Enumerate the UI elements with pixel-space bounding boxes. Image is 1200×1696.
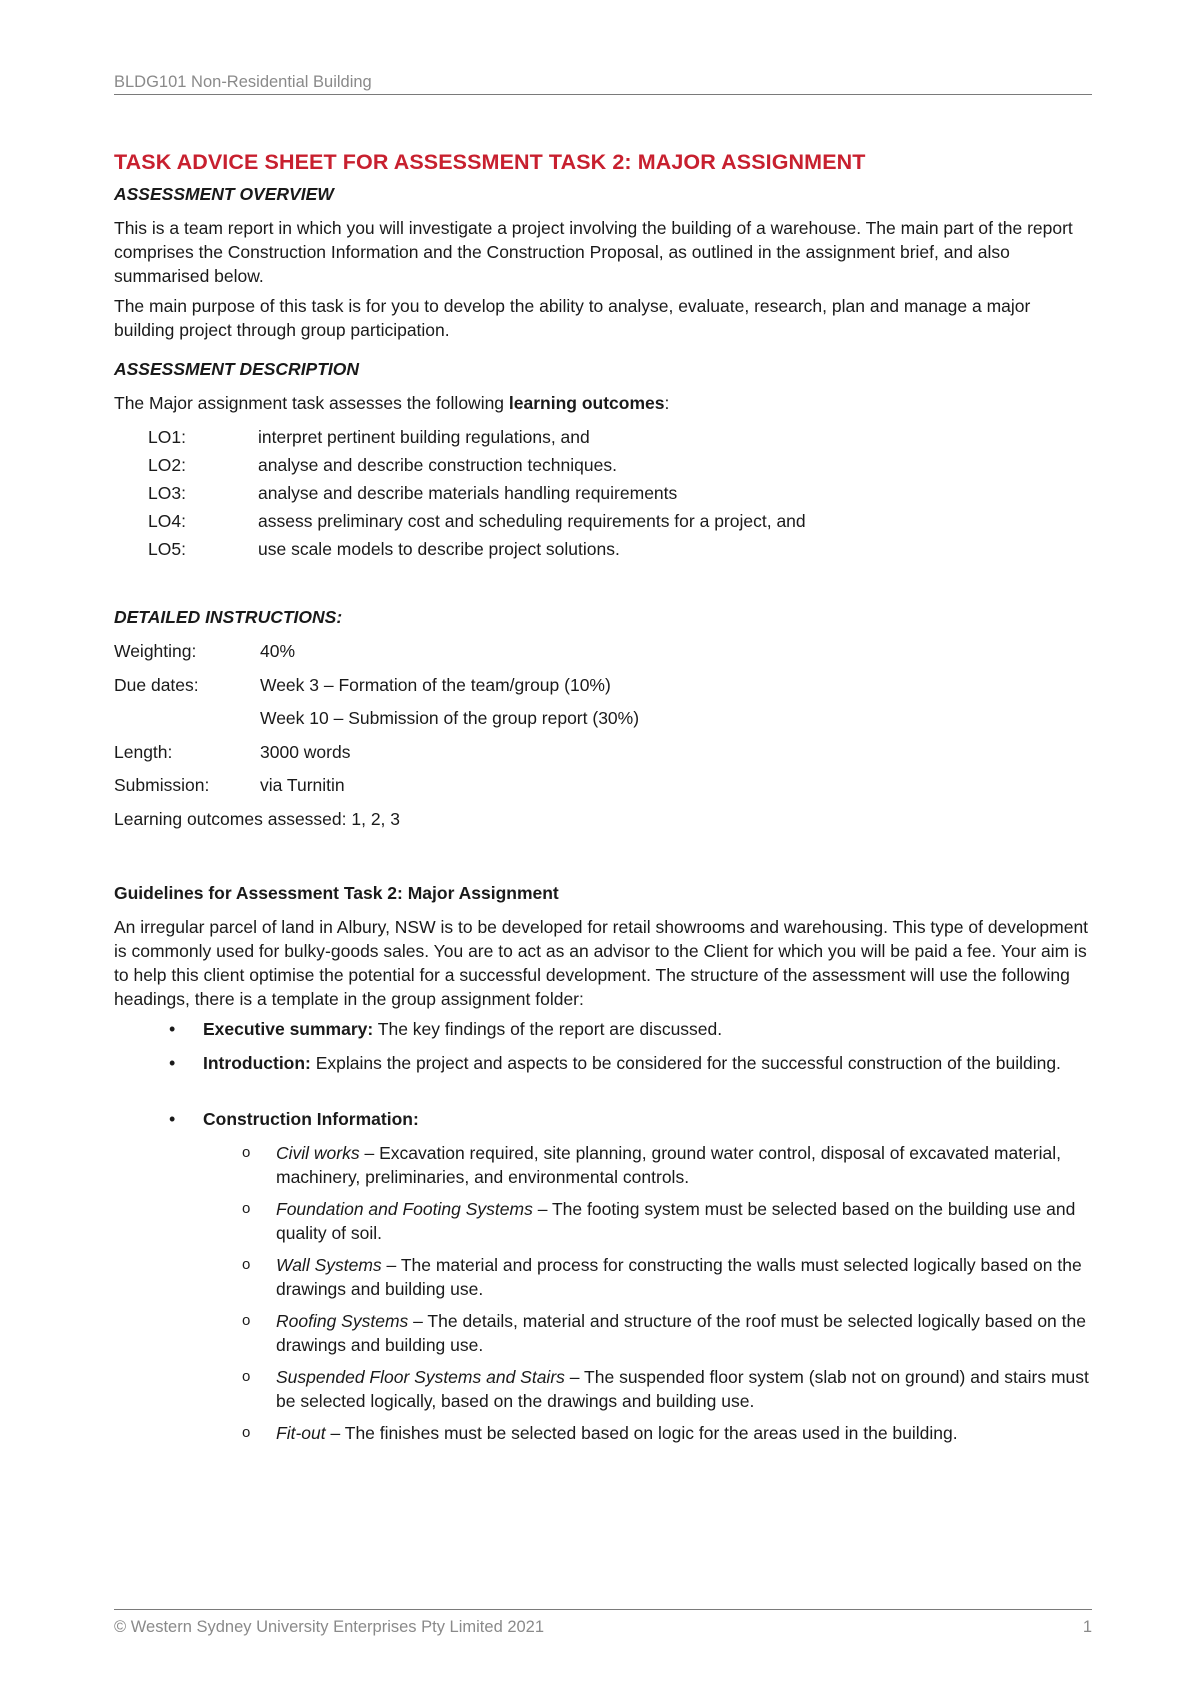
detail-row	[114, 673, 1014, 697]
circle-bullet-icon: o	[242, 1144, 251, 1161]
sub-bullet-body: – The details, material and structure of the roof must be selected logically based on the drawings and building use.	[276, 1311, 1086, 1355]
bullet-text	[203, 1017, 1091, 1041]
outcome-code: LO5:	[148, 539, 186, 559]
overview-paragraph-1: This is a team report in which you will investigate a project involving the building of a warehouse. The main part of the report comprises the Construction Information and the Construction Proposal, as outlined in the assignment brief, and also summarised below.	[114, 218, 1073, 286]
intro-text: The Major assignment task assesses the following	[114, 393, 509, 413]
sub-bullet-text	[276, 1253, 1090, 1301]
outcome-text: analyse and describe construction techniques.	[258, 455, 617, 475]
sub-bullet-label: Suspended Floor Systems and Stairs	[276, 1367, 565, 1387]
footer-copyright: © Western Sydney University Enterprises Pty Limited 2021	[114, 1618, 545, 1636]
detail-value: 40%	[260, 641, 296, 661]
detail-label: Weighting:	[114, 641, 197, 661]
bullet-icon: •	[169, 1019, 176, 1039]
bullet-text	[203, 1051, 1091, 1075]
outcome-text: analyse and describe materials handling requirements	[258, 483, 678, 503]
detail-row	[114, 706, 1014, 730]
detail-value: via Turnitin	[260, 775, 345, 795]
description-heading: ASSESSMENT DESCRIPTION	[114, 359, 360, 379]
bullet-icon: •	[169, 1053, 176, 1073]
instructions-heading: DETAILED INSTRUCTIONS:	[114, 607, 343, 627]
bullet-icon: •	[169, 1109, 176, 1129]
detail-value: Week 10 – Submission of the group report (30%)	[260, 708, 640, 728]
learning-outcome-row	[148, 537, 1048, 561]
footer-divider	[114, 1609, 1092, 1610]
sub-bullet-text	[276, 1421, 1090, 1445]
detail-label: Submission:	[114, 775, 210, 795]
detail-label: Length:	[114, 742, 173, 762]
outcome-text: interpret pertinent building regulations, and	[258, 427, 590, 447]
sub-bullet-body: – The footing system must be selected based on the building use and quality of soil.	[276, 1199, 1076, 1243]
sub-bullet-body: – The suspended floor system (slab not on ground) and stairs must be selected logically, based on the drawings and building use.	[276, 1367, 1089, 1411]
learning-outcome-row	[148, 453, 1048, 477]
sub-bullet-text	[276, 1365, 1090, 1413]
circle-bullet-icon: o	[242, 1200, 251, 1217]
bullet-text	[203, 1107, 1091, 1131]
sub-bullet-label: Roofing Systems	[276, 1311, 409, 1331]
intro-bold-text: learning outcomes	[508, 393, 665, 413]
description-intro	[114, 391, 1092, 415]
bullet-label: Introduction:	[203, 1053, 311, 1073]
outcome-code: LO4:	[148, 511, 186, 531]
learning-outcome-row	[148, 481, 1048, 505]
detail-label: Due dates:	[114, 675, 199, 695]
document-page	[114, 0, 1092, 1696]
sub-bullet-label: Civil works	[276, 1143, 360, 1163]
outcome-code: LO2:	[148, 455, 186, 475]
overview-paragraph-2: The main purpose of this task is for you to develop the ability to analyse, evaluate, research, plan and manage a major building project through group participation.	[114, 296, 1031, 340]
guidelines-heading: Guidelines for Assessment Task 2: Major Assignment	[114, 883, 559, 903]
bullet-label: Construction Information:	[203, 1109, 419, 1129]
detail-row	[114, 639, 1014, 663]
sub-bullet-label: Wall Systems	[276, 1255, 382, 1275]
bullet-body: The key findings of the report are discussed.	[373, 1019, 723, 1039]
detail-row	[114, 740, 1014, 764]
page-title: TASK ADVICE SHEET FOR ASSESSMENT TASK 2: MAJOR ASSIGNMENT	[114, 150, 866, 174]
outcomes-assessed: Learning outcomes assessed: 1, 2, 3	[114, 809, 401, 829]
detail-row	[114, 773, 1014, 797]
sub-bullet-body: – The finishes must be selected based on logic for the areas used in the building.	[325, 1423, 958, 1443]
detail-value: Week 3 – Formation of the team/group (10%)	[260, 675, 611, 695]
header-divider	[114, 94, 1092, 95]
running-header: BLDG101 Non-Residential Building	[114, 73, 372, 91]
learning-outcome-row	[148, 425, 1048, 449]
circle-bullet-icon: o	[242, 1256, 251, 1273]
sub-bullet-text	[276, 1197, 1090, 1245]
outcome-text: assess preliminary cost and scheduling requirements for a project, and	[258, 511, 806, 531]
sub-bullet-text	[276, 1309, 1090, 1357]
sub-bullet-label: Fit-out	[276, 1423, 326, 1443]
sub-bullet-text	[276, 1141, 1090, 1189]
bullet-label: Executive summary:	[203, 1019, 374, 1039]
sub-bullet-body: – The material and process for constructing the walls must selected logically based on the drawings and building use.	[276, 1255, 1082, 1299]
sub-bullet-body: – Excavation required, site planning, ground water control, disposal of excavated material, machinery, preliminaries, and environmental controls.	[276, 1143, 1061, 1187]
intro-colon: :	[664, 393, 670, 413]
circle-bullet-icon: o	[242, 1312, 251, 1329]
bullet-body: Explains the project and aspects to be considered for the successful construction of the building.	[310, 1053, 1061, 1073]
sub-bullet-label: Foundation and Footing Systems	[276, 1199, 533, 1219]
learning-outcome-row	[148, 509, 1048, 533]
detail-value: 3000 words	[260, 742, 351, 762]
circle-bullet-icon: o	[242, 1368, 251, 1385]
guidelines-paragraph: An irregular parcel of land in Albury, NSW is to be developed for retail showrooms and warehousing. This type of development is commonly used for bulky-goods sales. You are to act as an advisor to the Client for which you will be paid a fee. Your aim is to help this client optimise the potential for a successful development. The structure of the assessment will use the following headings, there is a template in the group assignment folder:	[114, 917, 1089, 1009]
page-number: 1	[1082, 1618, 1092, 1636]
outcome-text: use scale models to describe project solutions.	[258, 539, 620, 559]
outcome-code: LO3:	[148, 483, 186, 503]
overview-heading: ASSESSMENT OVERVIEW	[114, 184, 334, 204]
circle-bullet-icon: o	[242, 1424, 251, 1441]
outcome-code: LO1:	[148, 427, 186, 447]
